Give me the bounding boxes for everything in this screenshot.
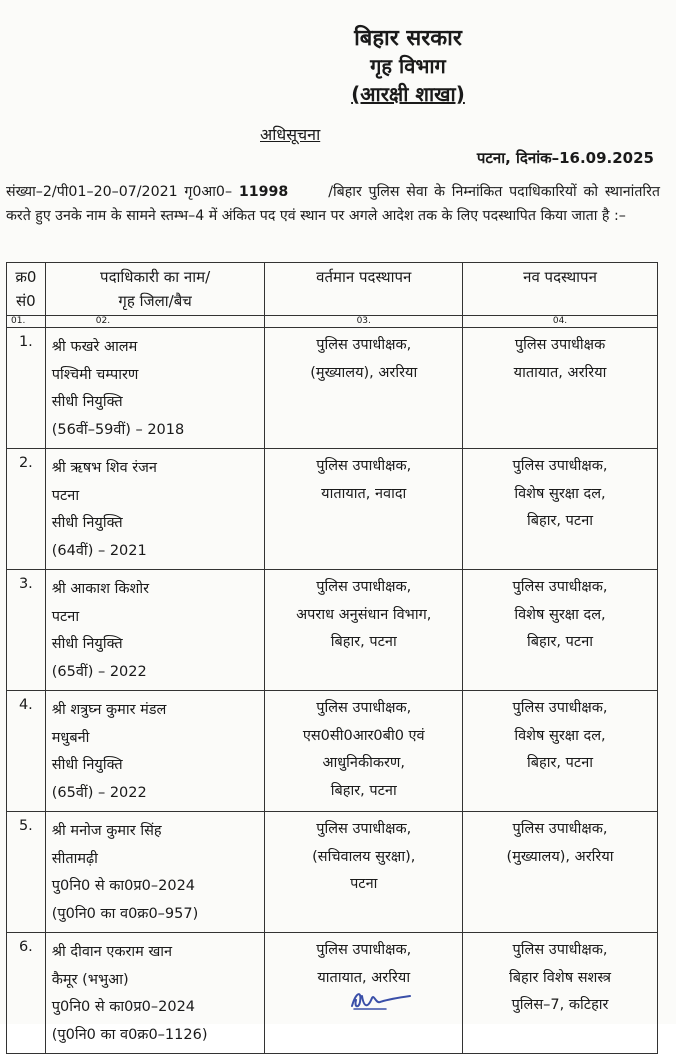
- officer-line: पु0नि0 से का0प्र0–2024: [51, 878, 196, 894]
- officer-line: (पु0नि0 का व0क्र0–957): [51, 905, 199, 922]
- officer-line: (65वीं) – 2022: [51, 784, 147, 801]
- new-posting-line: पुलिस उपाधीक्षक,: [512, 942, 608, 958]
- row-serial-number: 2.: [7, 449, 46, 570]
- officer-cell: [45, 328, 265, 449]
- transfer-table: [6, 262, 658, 1054]
- current-posting-line: पुलिस उपाधीक्षक,: [316, 821, 412, 837]
- new-posting-line: बिहार, पटना: [527, 755, 594, 771]
- intro-text: /बिहार पुलिस सेवा के निम्नांकित पदाधिकारियों को स्थानांतरित करते हुए उनके नाम के सामने स्तम्भ–4 में अंकित पद एवं स्थान पर अगले आदेश तक के लिए पदस्थापित किया जाता है :–: [6, 184, 660, 224]
- new-posting-line: पुलिस उपाधीक्षक,: [512, 821, 608, 837]
- table-row: [7, 691, 658, 812]
- dateline: पटना, दिनांक–16.09.2025: [476, 149, 654, 167]
- new-posting-cell: [463, 328, 658, 449]
- column-number-row: [7, 316, 658, 328]
- table-row: [7, 449, 658, 570]
- officer-line: श्री फखरे आलम: [51, 339, 138, 355]
- current-posting-cell: [265, 812, 463, 933]
- row-serial-number: 1.: [7, 328, 46, 449]
- officer-line: सीधी नियुक्ति: [51, 515, 123, 531]
- current-posting-line: एस0सी0आर0बी0 एवं: [302, 727, 425, 744]
- table-row: [7, 812, 658, 933]
- current-posting-line: पुलिस उपाधीक्षक,: [316, 700, 412, 716]
- new-posting-line: पुलिस उपाधीक्षक: [514, 337, 606, 353]
- table-row: [7, 933, 658, 1054]
- officer-line: (65वीं) – 2022: [51, 663, 147, 680]
- officer-line: श्री ऋषभ शिव रंजन: [51, 460, 157, 476]
- row-serial-number: 5.: [7, 812, 46, 933]
- signature-mark: [346, 984, 416, 1012]
- new-posting-line: पुलिस उपाधीक्षक,: [512, 700, 608, 716]
- new-posting-cell: [463, 812, 658, 933]
- officer-line: सीधी नियुक्ति: [51, 636, 123, 652]
- govt-heading: बिहार सरकार: [354, 26, 462, 51]
- officer-line: सीधी नियुक्ति: [51, 757, 123, 773]
- header-sno: [7, 263, 46, 316]
- notice-title: अधिसूचना: [260, 125, 321, 144]
- branch-heading-text: (आरक्षी शाखा): [351, 82, 465, 106]
- current-posting-line: यातायात, अररिया: [317, 969, 411, 986]
- officer-line: पटना: [51, 487, 80, 504]
- current-posting-line: आधुनिकीकरण,: [322, 755, 406, 771]
- row-serial-number: 4.: [7, 691, 46, 812]
- row-serial-number: 3.: [7, 570, 46, 691]
- intro-paragraph: [6, 180, 660, 228]
- officer-cell: [45, 449, 265, 570]
- header-officer-line2: गृह जिला/बैच: [118, 292, 192, 310]
- header-officer-line1: पदाधिकारी का नाम/: [100, 268, 211, 286]
- row-serial-number: 6.: [7, 933, 46, 1054]
- new-posting-cell: [463, 570, 658, 691]
- officer-cell: [45, 933, 265, 1054]
- new-posting-cell: [463, 449, 658, 570]
- header-sno-line2: सं0: [16, 292, 36, 310]
- current-posting-line: अपराध अनुसंधान विभाग,: [296, 606, 432, 623]
- new-posting-line: विशेष सुरक्षा दल,: [514, 485, 606, 502]
- branch-heading: [140, 80, 676, 107]
- officer-cell: [45, 691, 265, 812]
- header-officer: [45, 263, 265, 316]
- column-number: 03.: [265, 316, 463, 328]
- column-number: 02.: [45, 316, 265, 328]
- new-posting-line: बिहार, पटना: [527, 513, 594, 529]
- officer-line: (पु0नि0 का व0क्र0–1126): [51, 1026, 208, 1043]
- officer-line: (56वीं–59वीं) – 2018: [51, 421, 185, 438]
- current-posting-line: पुलिस उपाधीक्षक,: [316, 458, 412, 474]
- column-number: 04.: [463, 316, 658, 328]
- reference-number: 11998: [238, 184, 289, 200]
- new-posting-line: बिहार विशेष सशस्त्र: [509, 969, 612, 986]
- dept-heading: गृह विभाग: [370, 54, 446, 78]
- new-posting-cell: [463, 691, 658, 812]
- table-body: [7, 328, 658, 1054]
- table-row: [7, 328, 658, 449]
- new-posting-line: विशेष सुरक्षा दल,: [514, 606, 606, 623]
- officer-line: सीधी नियुक्ति: [51, 394, 123, 410]
- current-posting-cell: [265, 691, 463, 812]
- officer-cell: [45, 570, 265, 691]
- new-posting-line: विशेष सुरक्षा दल,: [514, 727, 606, 744]
- table-row: [7, 570, 658, 691]
- current-posting-line: (मुख्यालय), अररिया: [310, 364, 418, 381]
- current-posting-line: पटना: [350, 876, 378, 892]
- officer-line: मधुबनी: [51, 729, 90, 746]
- officer-line: श्री आकाश किशोर: [51, 581, 150, 597]
- column-number: 01.: [7, 316, 46, 328]
- new-posting-cell: [463, 933, 658, 1054]
- new-posting-line: पुलिस उपाधीक्षक,: [512, 458, 608, 474]
- officer-line: पश्चिमी चम्पारण: [51, 366, 139, 383]
- officer-line: पटना: [51, 608, 80, 625]
- reference-prefix: संख्या–2/पी01–20–07/2021 गृ0आ0–: [6, 184, 233, 200]
- new-posting-line: पुलिस–7, कटिहार: [511, 997, 609, 1013]
- current-posting-line: यातायात, नवादा: [321, 485, 407, 502]
- current-posting-line: पुलिस उपाधीक्षक,: [316, 942, 412, 958]
- officer-line: पु0नि0 से का0प्र0–2024: [51, 999, 196, 1015]
- officer-line: कैमूर (भभुआ): [51, 971, 129, 988]
- current-posting-line: बिहार, पटना: [330, 634, 397, 650]
- officer-cell: [45, 812, 265, 933]
- current-posting-cell: [265, 570, 463, 691]
- header-sno-line1: क्र0: [15, 268, 37, 286]
- officer-line: श्री शत्रुघ्न कुमार मंडल: [51, 702, 167, 718]
- new-posting-line: यातायात, अररिया: [513, 364, 607, 381]
- current-posting-line: (सचिवालय सुरक्षा),: [312, 848, 416, 865]
- officer-line: (64वीं) – 2021: [51, 542, 147, 559]
- new-posting-line: बिहार, पटना: [527, 634, 594, 650]
- new-posting-line: (मुख्यालय), अररिया: [506, 848, 614, 865]
- officer-line: श्री मनोज कुमार सिंह: [51, 823, 162, 839]
- current-posting-cell: [265, 328, 463, 449]
- table-header-row: [7, 263, 658, 316]
- new-posting-line: पुलिस उपाधीक्षक,: [512, 579, 608, 595]
- header-new-posting: नव पदस्थापन: [463, 263, 658, 316]
- current-posting-line: पुलिस उपाधीक्षक,: [316, 579, 412, 595]
- header-current-posting: वर्तमान पदस्थापन: [265, 263, 463, 316]
- officer-line: श्री दीवान एकराम खान: [51, 944, 173, 960]
- current-posting-line: बिहार, पटना: [330, 782, 397, 799]
- current-posting-cell: [265, 449, 463, 570]
- officer-line: सीतामढ़ी: [51, 850, 98, 867]
- current-posting-line: पुलिस उपाधीक्षक,: [316, 337, 412, 353]
